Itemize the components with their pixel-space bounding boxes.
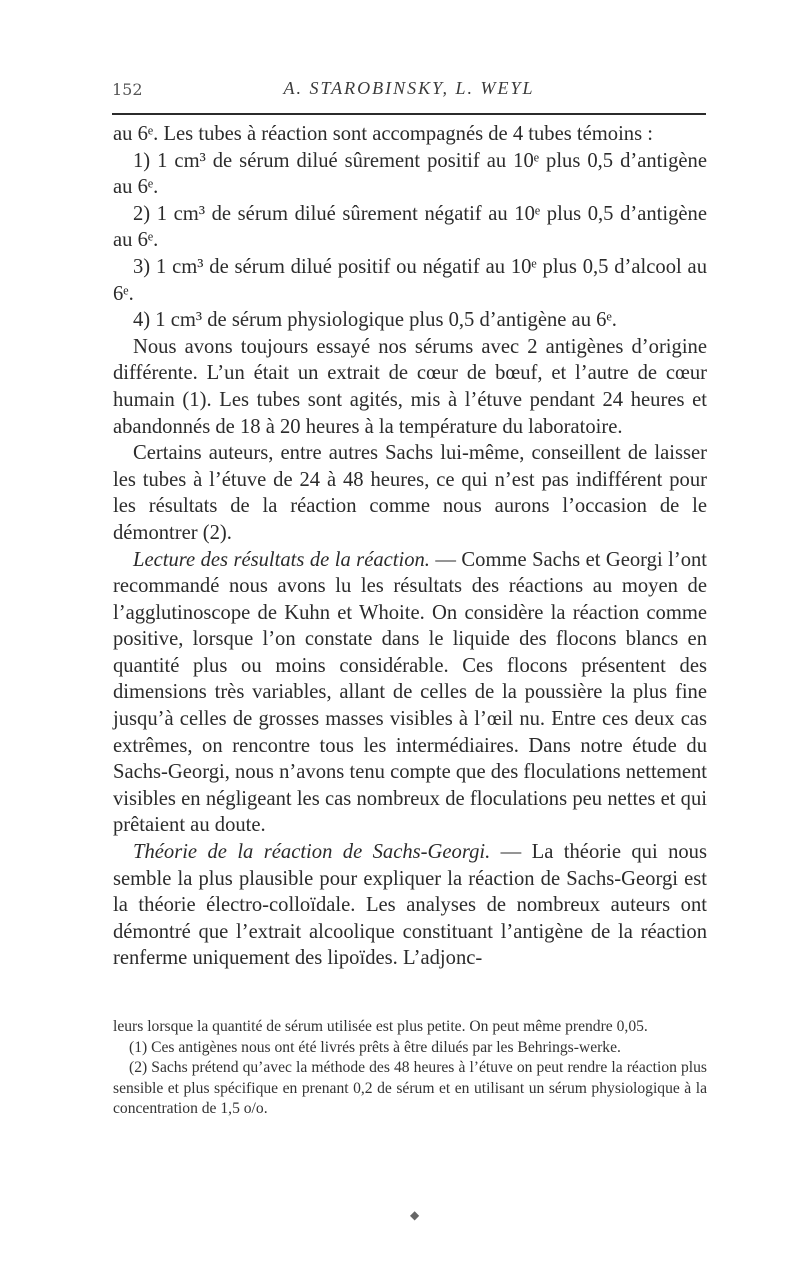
paragraph-text: — Comme Sachs et Georgi l’ont recommandé nous avons lu les résultats des réactions au moyen de l’agglutinoscope de Kuhn et Whoite. On considère la réaction comme positive, lorsque l’on constate dans le liquide des flocons blancs en quantité plus ou moins considérable. Ces flocons présentent des dimensions très variables, allant de celles de la poussière la plus fine jusqu’à celles de grosses masses visibles à l’œil nu. Entre ces deux cas extrêmes, on rencontre tous les intermédiaires. Dans notre étude du Sachs-Georgi, nous n’avons tenu compte que des floculations nettement visibles en négligeant les cas nombreux de floculations peu nettes et qui prêtaient au doute. <box>113 548 708 837</box>
paragraph: Certains auteurs, entre autres Sachs lui-même, conseillent de laisser les tubes à l’étuve de 24 à 48 heures, ce qui n’est pas indifférent pour les résultats de la réaction comme nous aurons l’occasion de le démontrer (2). <box>113 442 707 544</box>
page-number: 152 <box>112 80 143 99</box>
paragraph: Nous avons toujours essayé nos sérums avec 2 antigènes d’origine différente. L’un était un extrait de cœur de bœuf, et l’autre de cœur humain (1). Les tubes sont agités, mis à l’étuve pendant 24 heures et abandonnés de 18 à 20 heures à la température du laboratoire. <box>113 335 707 438</box>
paragraph <box>113 839 707 972</box>
paragraph: au 6ᵉ. Les tubes à réaction sont accompagnés de 4 tubes témoins : <box>113 123 653 145</box>
list-item: 1) 1 cm³ de sérum dilué sûrement positif au 10ᵉ plus 0,5 d’antigène au 6ᵉ. <box>113 149 707 199</box>
paragraph <box>113 547 707 840</box>
list-item: 4) 1 cm³ de sérum physiologique plus 0,5 d’antigène au 6ᵉ. <box>133 309 617 332</box>
section-heading: Théorie de la réaction de Sachs-Georgi. <box>133 841 491 864</box>
list-item: 2) 1 cm³ de sérum dilué sûrement négatif au 10ᵉ plus 0,5 d’antigène au 6ᵉ. <box>113 202 707 252</box>
paragraph-text: — La théorie qui nous semble la plus plausible pour expliquer la réaction de Sachs-Georgi est la théorie électro-colloïdale. Les analyses de nombreux auteurs ont démontré que l’extrait alcoolique constituant l’antigène de la réaction renferme uniquement des lipoïdes. L’adjonc- <box>113 841 707 970</box>
section-heading: Lecture des résultats de la réaction. <box>133 548 430 571</box>
footnote: (1) Ces antigènes nous ont été livrés prêts à être dilués par les Behrings-werke. <box>129 1038 621 1056</box>
main-text <box>113 121 707 972</box>
page-header <box>112 74 706 104</box>
footnotes <box>113 1017 707 1120</box>
ornament-mark: ◆ <box>410 1208 420 1222</box>
footnote: (2) Sachs prétend qu’avec la méthode des 48 heures à l’étuve on peut rendre la réaction plus sensible et plus spécifique en prenant 0,2 de sérum et en utilisant un sérum physiologique à la concentration de 1,5 o/o. <box>113 1059 707 1117</box>
running-head: A. STAROBINSKY, L. WEYL <box>283 78 535 98</box>
footnote: leurs lorsque la quantité de sérum utilisée est plus petite. On peut même prendre 0,05. <box>113 1018 648 1035</box>
list-item: 3) 1 cm³ de sérum dilué positif ou négatif au 10ᵉ plus 0,5 d’alcool au 6ᵉ. <box>113 255 707 305</box>
header-rule <box>112 113 706 115</box>
